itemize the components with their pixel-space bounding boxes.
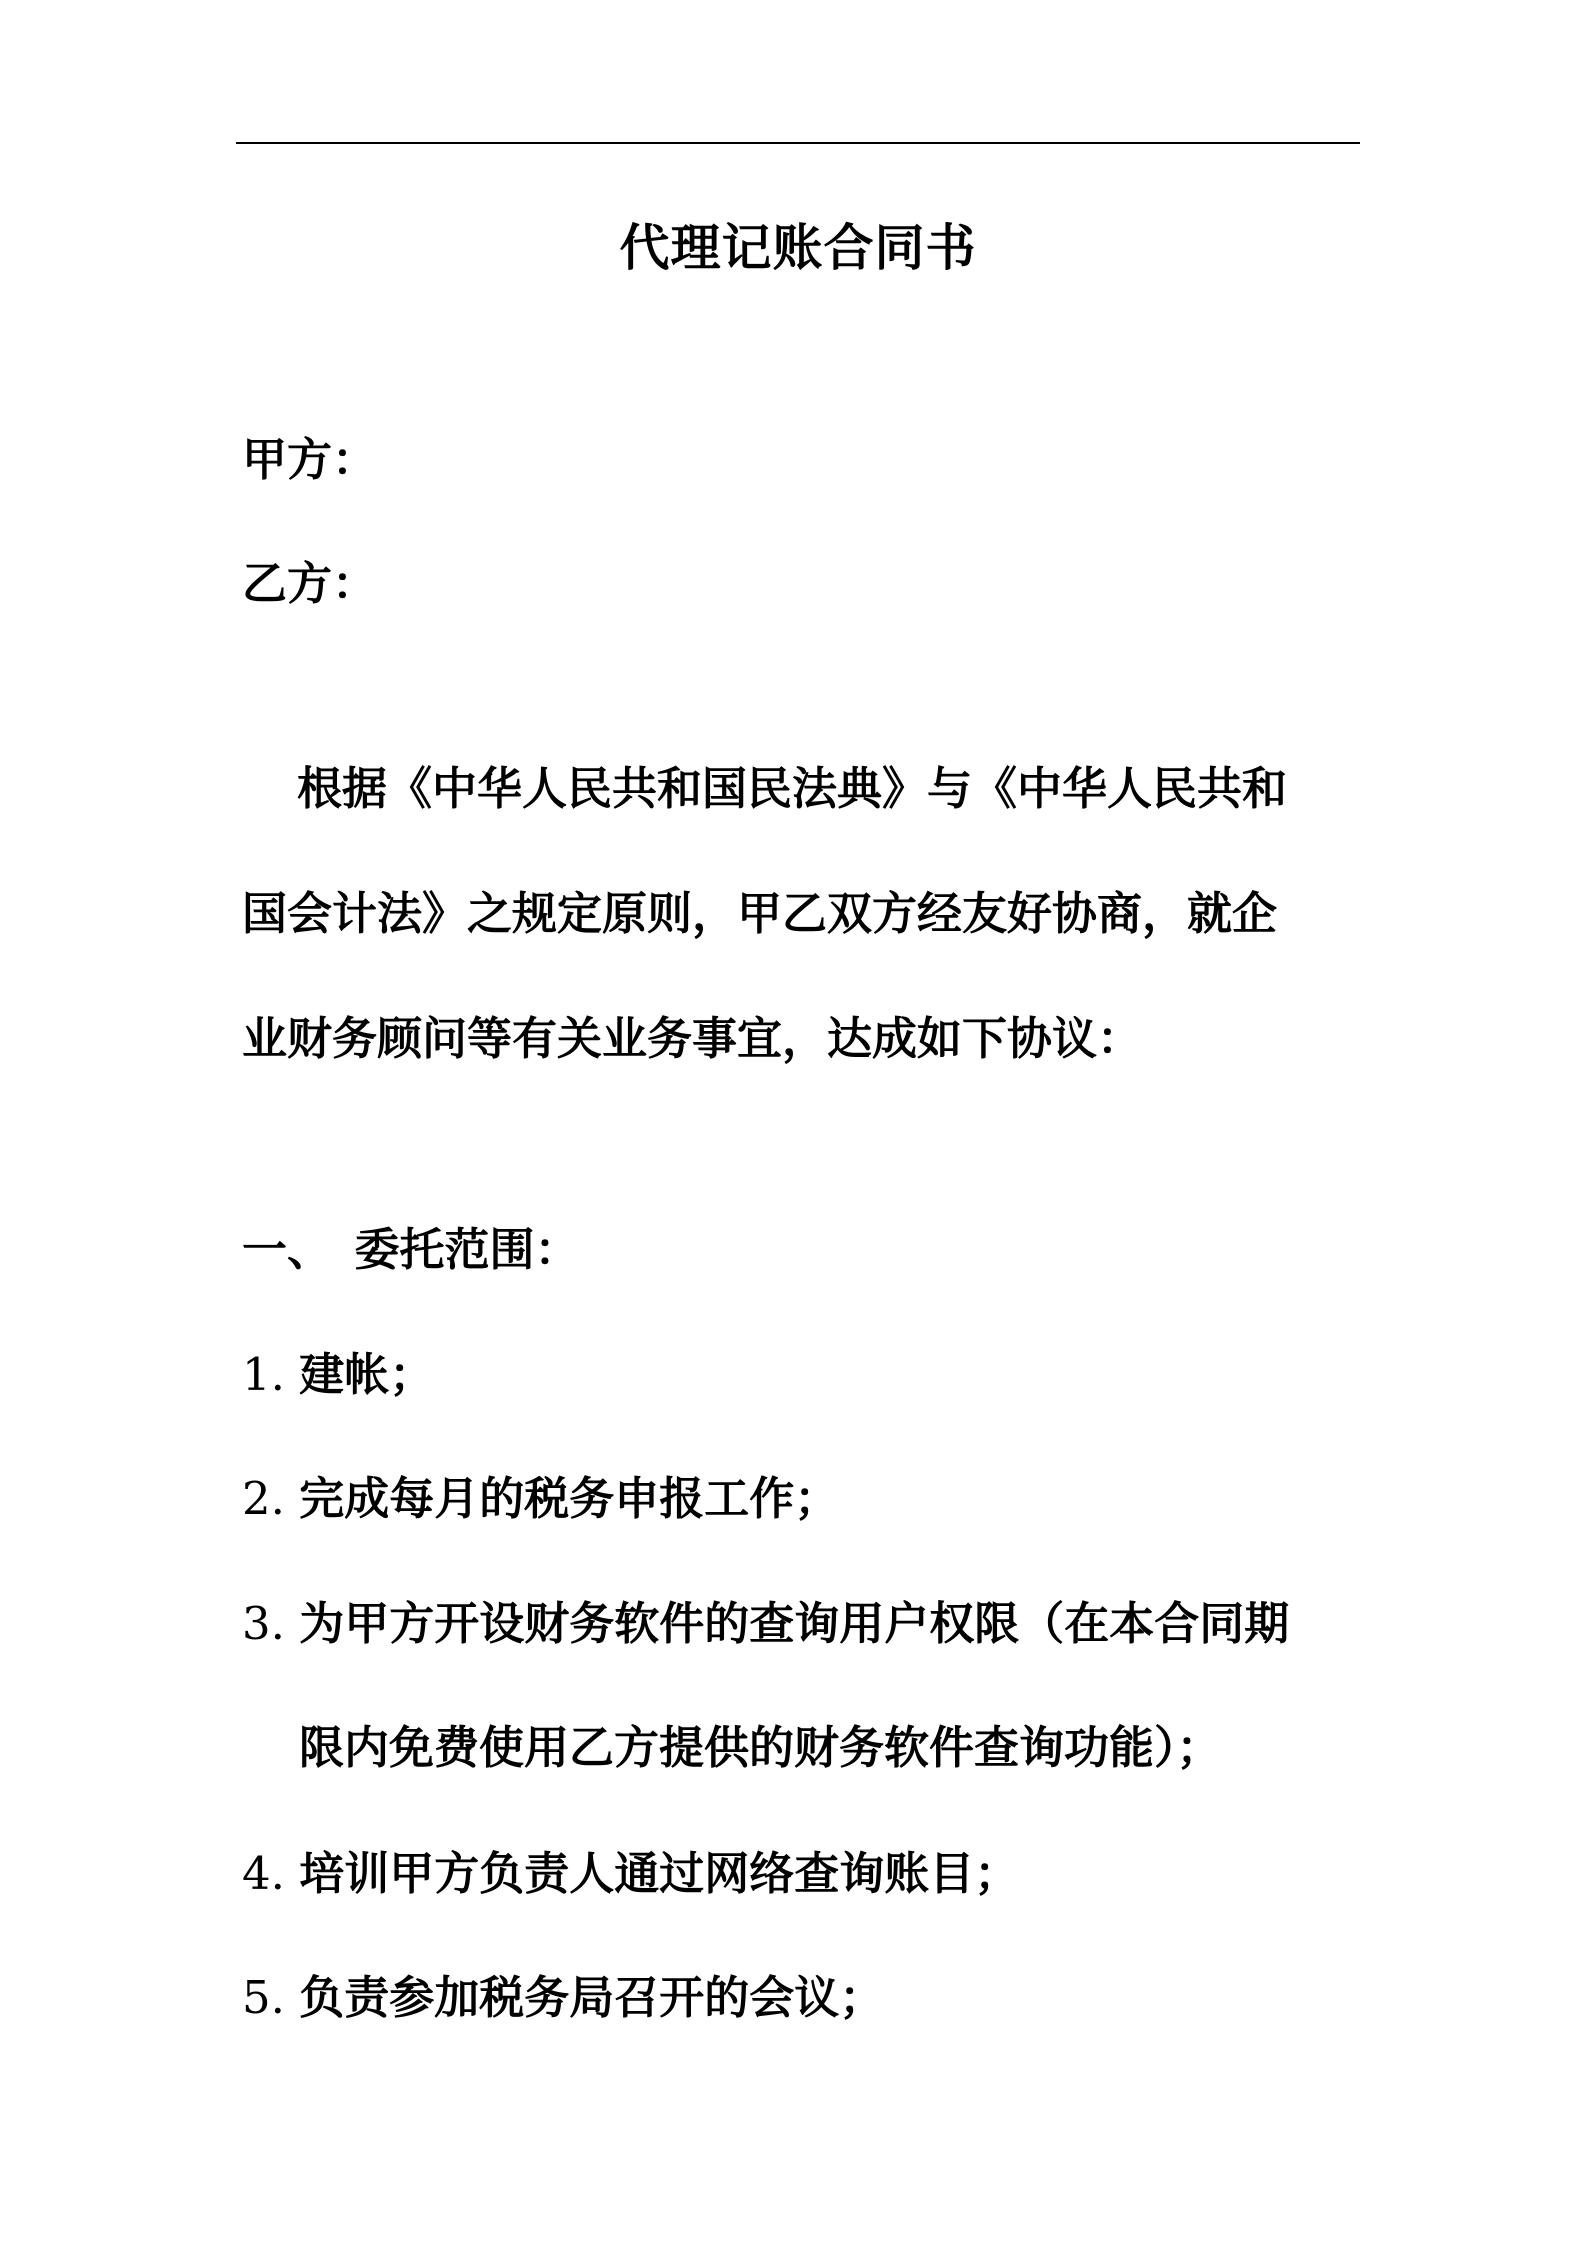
document-title: 代理记账合同书	[619, 219, 977, 277]
list-item	[242, 1842, 1019, 1906]
list-item	[242, 1343, 434, 1407]
intro-line-1: 根据《中华人民共和国民法典》与《中华人民共和	[252, 762, 1288, 815]
list-item-text: 负责参加税务局召开的会议；	[299, 1971, 885, 2024]
list-item-text: 为甲方开设财务软件的查询用户权限（在本合同期	[299, 1597, 1290, 1650]
list-item-text: 培训甲方负责人通过网络查询账目；	[299, 1847, 1020, 1900]
list-item-number: 1.	[242, 1348, 285, 1401]
list-item-continuation: 限内免费使用乙方提供的财务软件查询功能）；	[299, 1721, 1222, 1774]
list-item-text: 完成每月的税务申报工作；	[299, 1472, 840, 1525]
intro-line-2: 国会计法》之规定原则，甲乙双方经友好协商，就企	[242, 887, 1278, 940]
list-item	[242, 1467, 839, 1531]
header-rule	[236, 142, 1360, 144]
list-item-text: 建帐；	[299, 1348, 435, 1401]
intro-line-3: 业财务顾问等有关业务事宜，达成如下协议：	[242, 1012, 1143, 1065]
list-item-number: 2.	[242, 1472, 285, 1525]
list-item-number: 4.	[242, 1847, 285, 1900]
list-item-number: 5.	[242, 1971, 285, 2024]
list-item-number: 3.	[242, 1597, 285, 1650]
party-a-label: 甲方：	[242, 433, 378, 486]
list-item	[242, 1966, 884, 2030]
list-item	[242, 1592, 1289, 1656]
section-1-heading: 一、 委托范围：	[242, 1223, 580, 1276]
party-b-label: 乙方：	[242, 557, 378, 610]
